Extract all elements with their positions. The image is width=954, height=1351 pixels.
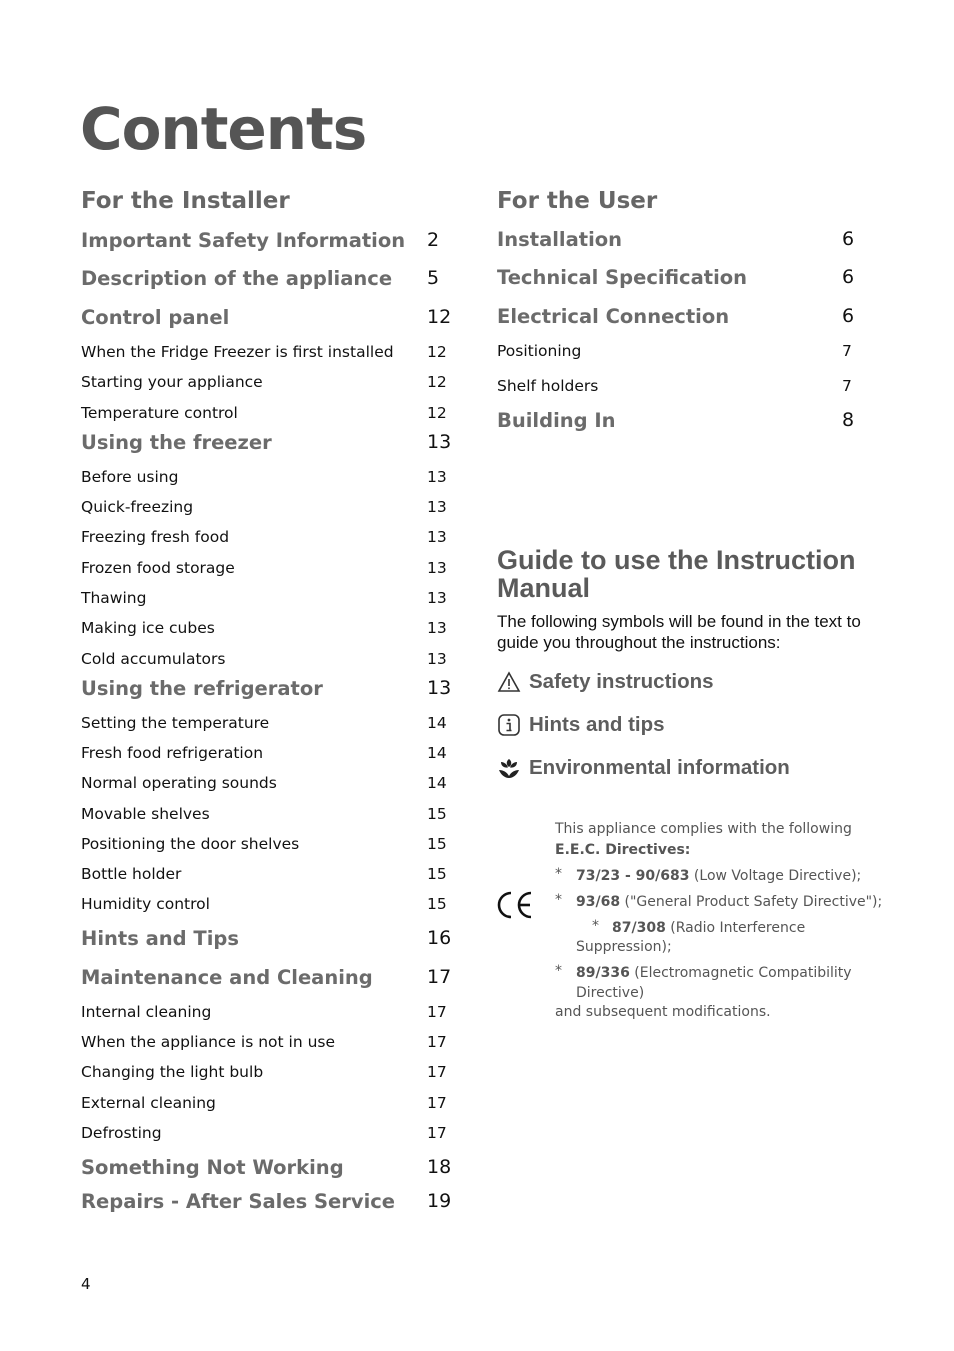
toc-entry-label: Building In xyxy=(497,409,616,432)
toc-entry-label: Using the freezer xyxy=(81,431,272,454)
toc-entry-label: Positioning xyxy=(497,342,582,360)
directive-code: 87/308 xyxy=(612,920,666,936)
directive-text: (Electromagnetic Compatibility xyxy=(634,965,852,981)
toc-entry-page: 13 xyxy=(427,650,447,668)
toc-entry-label: Hints and Tips xyxy=(81,927,239,950)
toc-entry-page: 13 xyxy=(427,619,447,637)
toc-entry-label: Technical Specification xyxy=(497,266,748,289)
toc-entry-page: 6 xyxy=(842,305,855,327)
toc-entry-page: 17 xyxy=(427,1063,447,1081)
directive-3-cont: Suppression); xyxy=(576,939,672,955)
toc-entry-page: 6 xyxy=(842,228,855,250)
toc-entry-label: Installation xyxy=(497,228,623,251)
toc-entry-page: 16 xyxy=(427,927,452,949)
toc-entry-page: 17 xyxy=(427,1124,447,1142)
toc-entry-label: Fresh food refrigeration xyxy=(81,744,264,762)
toc-entry-label: Repairs - After Sales Service xyxy=(81,1190,396,1213)
toc-entry-page: 6 xyxy=(842,266,855,288)
toc-entry-page: 14 xyxy=(427,774,447,792)
toc-entry-label: Normal operating sounds xyxy=(81,774,277,792)
toc-entry-label: Maintenance and Cleaning xyxy=(81,966,373,989)
page-title: Contents xyxy=(80,95,367,163)
directive-3 xyxy=(612,918,805,938)
bullet-star: * xyxy=(555,963,562,979)
directive-code: 93/68 xyxy=(576,894,621,910)
toc-entry-page: 13 xyxy=(427,498,447,516)
toc-entry-page: 14 xyxy=(427,714,447,732)
directive-text: (Radio Interference xyxy=(670,920,806,936)
symbol-label: Hints and tips xyxy=(529,713,665,736)
directive-code: 89/336 xyxy=(576,965,630,981)
directive-4-cont: Directive) xyxy=(576,985,645,1001)
symbol-label: Environmental information xyxy=(529,756,790,779)
toc-entry-label: Temperature control xyxy=(81,404,238,422)
toc-entry-label: Cold accumulators xyxy=(81,650,226,668)
toc-entry-page: 17 xyxy=(427,966,452,988)
toc-entry-page: 15 xyxy=(427,895,447,913)
directive-text: (Low Voltage Directive); xyxy=(693,868,862,884)
toc-entry-page: 17 xyxy=(427,1033,447,1051)
toc-entry-page: 12 xyxy=(427,373,447,391)
guide-title: Guide to use the Instruction Manual xyxy=(497,545,856,603)
toc-entry-label: Making ice cubes xyxy=(81,619,215,637)
toc-entry-label: Bottle holder xyxy=(81,865,182,883)
bullet-star: * xyxy=(592,918,599,934)
symbol-label: Safety instructions xyxy=(529,670,714,693)
installer-heading: For the Installer xyxy=(81,188,290,214)
toc-entry-label: Frozen food storage xyxy=(81,559,235,577)
toc-entry-page: 12 xyxy=(427,404,447,422)
toc-entry-label: Control panel xyxy=(81,306,230,329)
toc-entry-page: 15 xyxy=(427,865,447,883)
directive-2 xyxy=(576,892,882,912)
compliance-outro: and subsequent modifications. xyxy=(555,1004,771,1020)
toc-entry-page: 12 xyxy=(427,306,452,328)
toc-entry-label: Positioning the door shelves xyxy=(81,835,300,853)
toc-entry-page: 7 xyxy=(842,377,852,395)
toc-entry-label: Thawing xyxy=(81,589,147,607)
toc-entry-page: 13 xyxy=(427,559,447,577)
guide-intro: The following symbols will be found in the text to guide you throughout the instructions: xyxy=(497,612,861,652)
bullet-star: * xyxy=(555,892,562,908)
toc-entry-label: Setting the temperature xyxy=(81,714,270,732)
toc-entry-label: Starting your appliance xyxy=(81,373,263,391)
toc-entry-label: Description of the appliance xyxy=(81,267,393,290)
page-number: 4 xyxy=(81,1275,91,1293)
info-icon xyxy=(497,713,521,737)
toc-entry-page: 18 xyxy=(427,1156,452,1178)
toc-entry-page: 13 xyxy=(427,468,447,486)
toc-entry-label: Something Not Working xyxy=(81,1156,344,1179)
toc-entry-label: Quick-freezing xyxy=(81,498,194,516)
compliance-intro: This appliance complies with the following xyxy=(555,821,852,837)
user-heading: For the User xyxy=(497,188,658,214)
toc-entry-label: Before using xyxy=(81,468,179,486)
directive-text: ("General Product Safety Directive"); xyxy=(624,894,883,910)
toc-entry-page: 8 xyxy=(842,409,855,431)
toc-entry-page: 5 xyxy=(427,267,440,289)
toc-entry-label: Electrical Connection xyxy=(497,305,730,328)
toc-entry-page: 13 xyxy=(427,589,447,607)
toc-entry-label: Changing the light bulb xyxy=(81,1063,264,1081)
toc-entry-page: 12 xyxy=(427,343,447,361)
toc-entry-label: Shelf holders xyxy=(497,377,599,395)
toc-entry-label: Defrosting xyxy=(81,1124,162,1142)
directives-label: E.E.C. Directives: xyxy=(555,842,691,858)
toc-entry-label: When the Fridge Freezer is first installed xyxy=(81,343,394,361)
directive-code: 73/23 - 90/683 xyxy=(576,868,690,884)
toc-entry-page: 13 xyxy=(427,677,452,699)
ce-mark-icon xyxy=(495,889,535,921)
toc-entry-label: Movable shelves xyxy=(81,805,210,823)
toc-entry-label: When the appliance is not in use xyxy=(81,1033,336,1051)
toc-entry-page: 14 xyxy=(427,744,447,762)
toc-entry-label: Humidity control xyxy=(81,895,210,913)
bullet-star: * xyxy=(555,866,562,882)
toc-entry-page: 19 xyxy=(427,1190,452,1212)
toc-entry-label: Freezing fresh food xyxy=(81,528,230,546)
toc-entry-page: 15 xyxy=(427,835,447,853)
toc-entry-page: 13 xyxy=(427,431,452,453)
toc-entry-page: 7 xyxy=(842,342,852,360)
directive-1 xyxy=(576,866,861,886)
toc-entry-label: Important Safety Information xyxy=(81,229,406,252)
toc-entry-label: External cleaning xyxy=(81,1094,216,1112)
toc-entry-label: Internal cleaning xyxy=(81,1003,212,1021)
toc-entry-page: 2 xyxy=(427,229,440,251)
directive-4 xyxy=(576,963,852,983)
toc-entry-page: 17 xyxy=(427,1003,447,1021)
toc-entry-page: 13 xyxy=(427,528,447,546)
toc-entry-page: 17 xyxy=(427,1094,447,1112)
warning-triangle-icon xyxy=(497,670,521,694)
toc-entry-label: Using the refrigerator xyxy=(81,677,323,700)
toc-entry-page: 15 xyxy=(427,805,447,823)
flower-icon xyxy=(497,756,521,780)
